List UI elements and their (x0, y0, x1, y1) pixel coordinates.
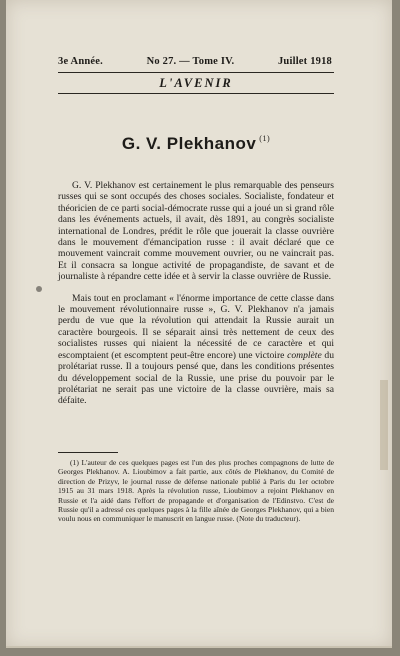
document-page (6, 0, 392, 648)
paper-stain (380, 380, 388, 470)
article-body (58, 180, 334, 417)
header-rule-bottom (58, 93, 334, 94)
paragraph-2-end: du prolétariat russe. Il a toujours pensé que, dans les conditions présentes du développement social de la Russie, une prise du pouvoir par le prolétariat ne serait pas une victoire de la classe ouvrière, mais sa défaite. (58, 349, 334, 407)
journal-title: L'AVENIR (159, 76, 233, 90)
header-rule-top (58, 72, 334, 73)
journal-header (58, 56, 332, 67)
year-label: 3e Année. (58, 56, 103, 67)
paragraph-1: G. V. Plekhanov est certainement le plus remarquable des penseurs russes qui se sont occupés des choses sociales. Socialiste, fondateur et théoricien de ce parti social-démocrate russe qui a joué un si grand rôle dans les événements actuels, il avait, dès 1891, au congrès socialiste international de Londres, prédit le rôle que jouerait la classe ouvrière dans le mouvement d'émancipation russe : il avait déclaré que ce mouvement vaincrait comme mouvement ouvrier, ou ne vaincrait pas. Et il consacra sa longue activité de propagandiste, de savant et de journaliste à répandre cette idée et à servir la classe ouvrière de Russie. (58, 180, 334, 283)
date-label: Juillet 1918 (277, 56, 332, 67)
article-title-text: G. V. Plekhanov (121, 134, 257, 153)
issue-label: No 27. — Tome IV. (146, 56, 235, 67)
paragraph-2-text: Mais tout en proclamant « l'énorme importance de cette classe dans le mouvement révolutionnaire russe », G. V. Plekhanov n'a jamais perdu de vue que la révolution qui attendait la Russie aurait un caractère bourgeois. Il se séparait ainsi très nettement de ceux des socialistes russes qui niaient la nécessité de ce caractère et qui escomptaient (et escomptent peut-être encore) une victoire (58, 292, 334, 361)
emphasis-word: complète (287, 349, 322, 361)
footnote-marker: (1) (259, 134, 271, 143)
footnote-rule (58, 452, 118, 453)
article-title (58, 134, 334, 154)
margin-mark (36, 286, 42, 292)
footnote: (1) L'auteur de ces quelques pages est l'un des plus proches compagnons de lutte de Georges Plekhanov. A. Lioubimov a fait partie, aux côtés de Plekhanov, du Comité de direction de Prizyv, le journal russe de défense nationale publié à Paris du 1er octobre 1915 au 31 mars 1918. Après la révolution russe, Lioubimov a rejoint Plekhanov en Russie et l'a aidé dans l'effort de propagande et d'organisation de l'Edinstvo. C'est de Russie qu'il a adressé ces quelques pages à la fille aînée de Georges Plekhanov, qui a bien voulu nous en communiquer le manuscrit en langue russe. (Note du traducteur). (58, 458, 334, 524)
paragraph-2 (58, 293, 334, 407)
